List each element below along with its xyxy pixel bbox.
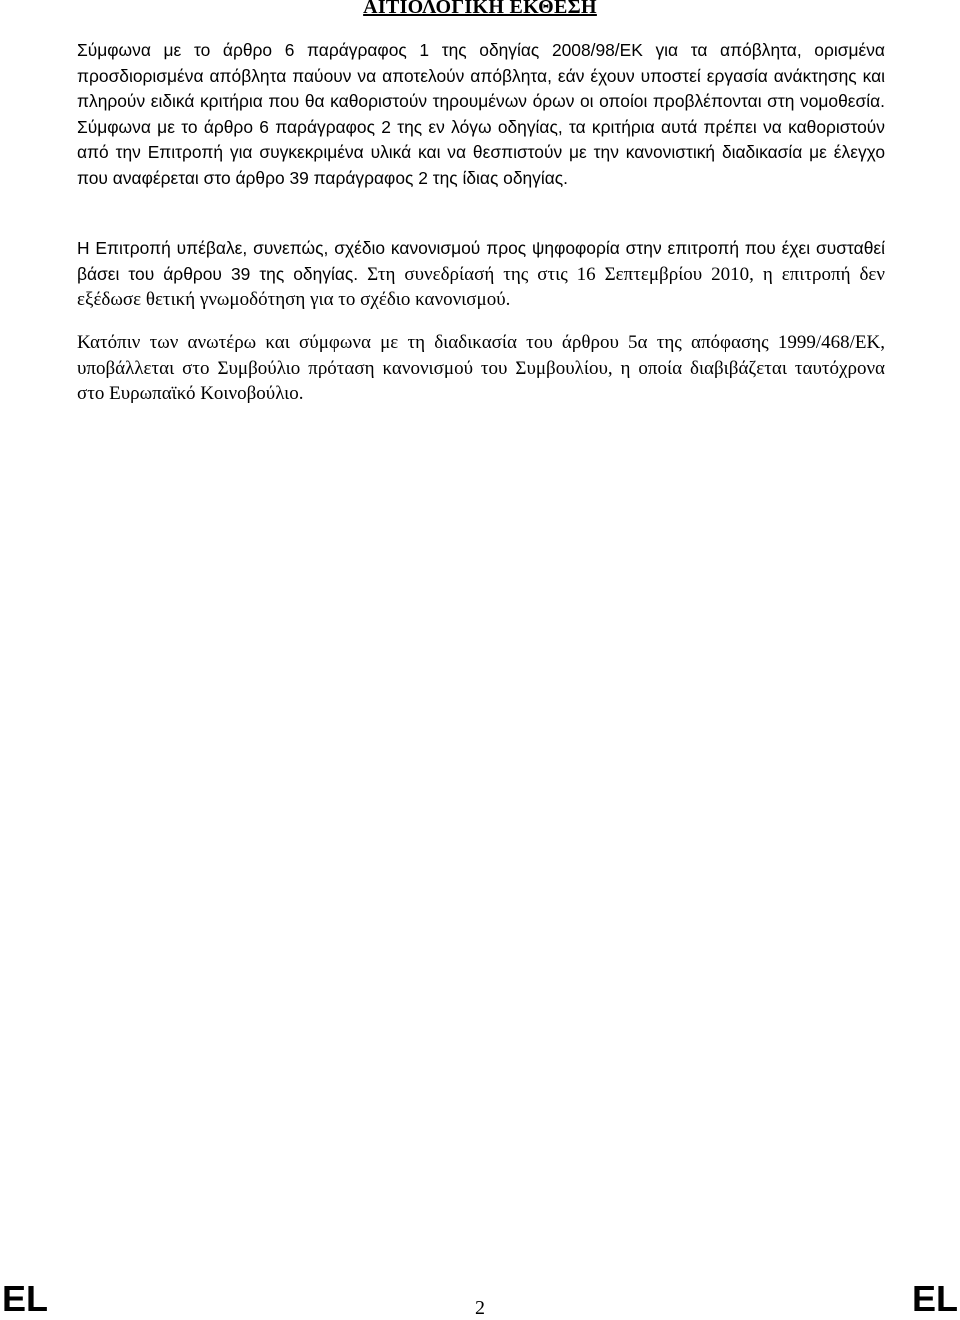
footer-language-code-left: EL bbox=[2, 1278, 49, 1319]
paragraph-2 bbox=[77, 236, 885, 313]
page-number: 2 bbox=[475, 1297, 485, 1319]
paragraph-2-part-b: Στη συνεδρίασή της στις 16 Σεπτεμβρίου 2010, η επιτροπή δεν εξέδωσε θετική γνωμοδότηση για το σχέδιο κανονισμού. bbox=[77, 263, 885, 310]
paragraph-2-part-a: Η Επιτροπή υπέβαλε, συνεπώς, σχέδιο κανονισμού προς ψηφοφορία στην επιτροπή που έχει συσταθεί βάσει του άρθρου 39 της οδηγίας. bbox=[77, 238, 885, 284]
page-title: ΑΙΤΙΟΛΟΓΙΚΗ ΕΚΘΕΣΗ bbox=[363, 0, 597, 18]
footer-language-code-right: EL bbox=[911, 1278, 958, 1319]
paragraph-1 bbox=[77, 38, 885, 191]
paragraph-1-part-a: Σύμφωνα με το άρθρο 6 παράγραφος 1 της οδηγίας 2008/98/ΕΚ για τα απόβλητα, ορισμένα προσδιορισμένα απόβλητα παύουν να αποτελούν απόβλητα, εάν έχουν υποστεί εργασία ανάκτησης και πληρούν ειδικά κριτήρια που θα καθοριστούν τηρουμένων όρων οι οποίοι προβλέπονται στη νομοθεσία. bbox=[77, 40, 885, 111]
paragraph-3: Κατόπιν των ανωτέρω και σύμφωνα με τη διαδικασία του άρθρου 5α της απόφασης 1999/468/ΕΚ, υποβάλλεται στο Συμβούλιο πρόταση κανονισμού του Συμβουλίου, η οποία διαβιβάζεται ταυτόχρονα στο Ευρωπαϊκό Κοινοβούλιο. bbox=[77, 332, 885, 404]
paragraph-1-part-b: Σύμφωνα με το άρθρο 6 παράγραφος 2 της εν λόγω οδηγίας, τα κριτήρια αυτά πρέπει να καθοριστούν από την Επιτροπή για συγκεκριμένα υλικά και να θεσπιστούν με την κανονιστική διαδικασία με έλεγχο που αναφέρεται στο άρθρο 39 παράγραφος 2 της ίδιας οδηγίας. bbox=[77, 116, 885, 188]
